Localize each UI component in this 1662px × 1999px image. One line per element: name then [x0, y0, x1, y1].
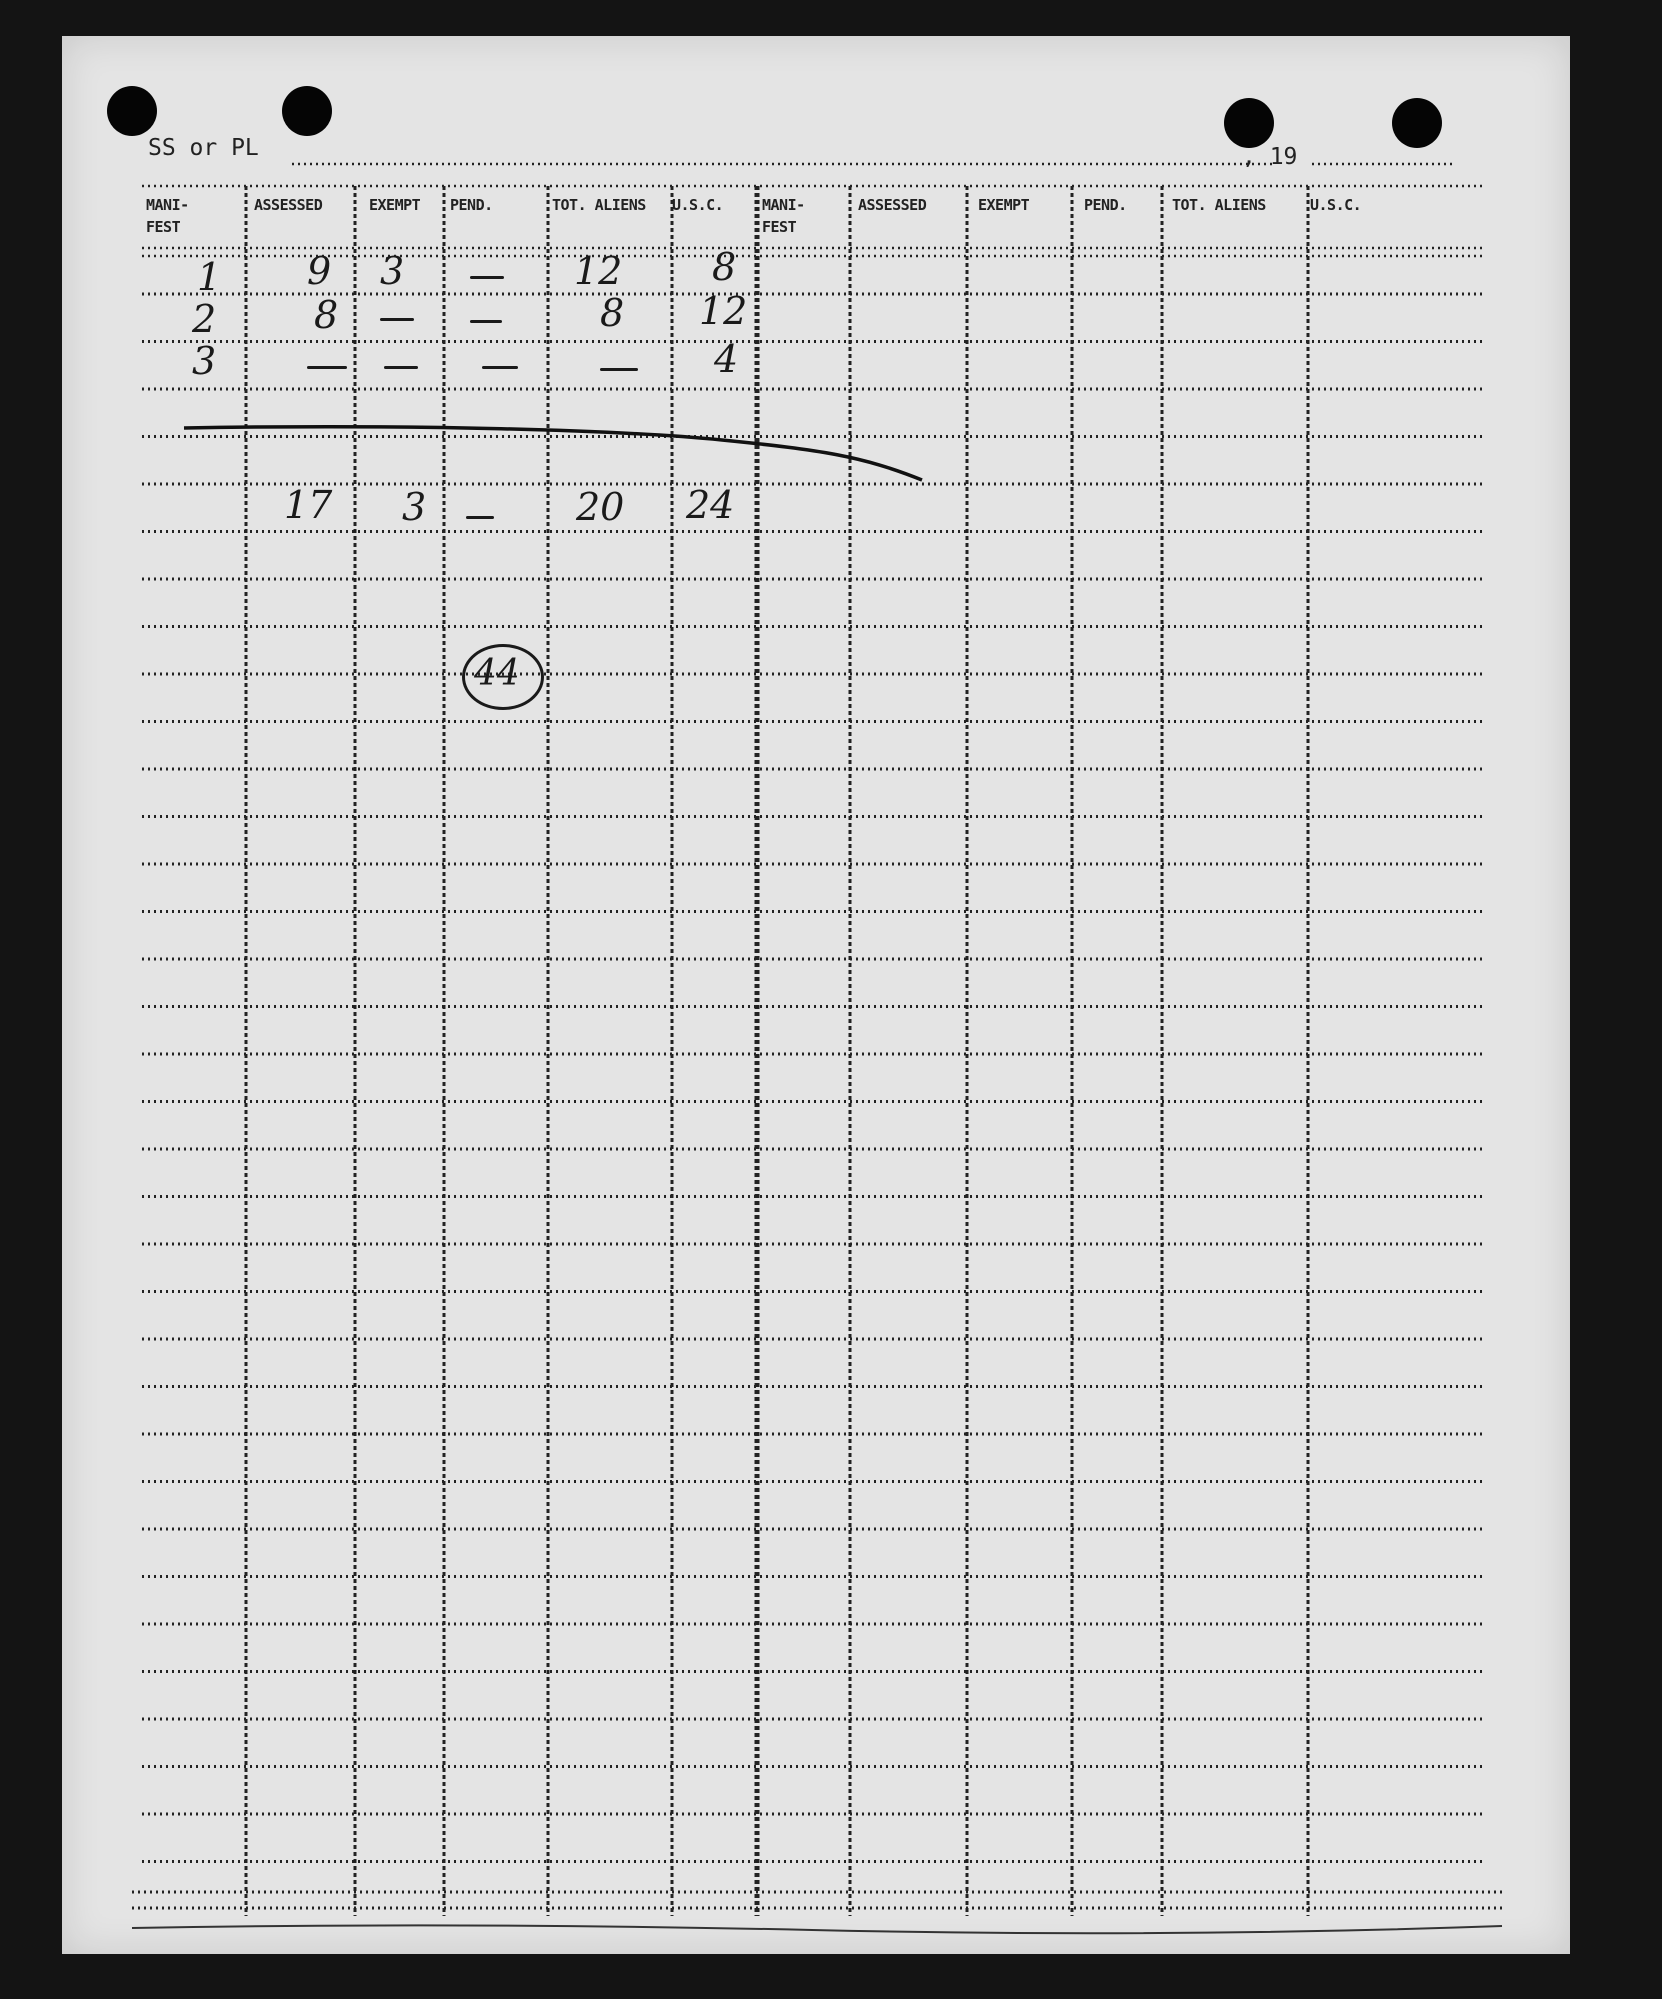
row1-assessed: 9 — [307, 249, 332, 293]
row2-manifest: 2 — [192, 297, 217, 341]
header-exempt-2: EXEMPT — [978, 196, 1030, 214]
row3-manifest: 3 — [192, 339, 217, 383]
header-assessed: ASSESSED — [254, 196, 323, 214]
year-label: , 19 — [1242, 144, 1298, 170]
row2-tot-aliens: 8 — [600, 291, 625, 335]
total-usc: 24 — [686, 483, 735, 527]
header-pend: PEND. — [450, 196, 493, 214]
total-tot-aliens: 20 — [576, 485, 625, 529]
header-manifest: MANI- FEST — [146, 196, 189, 236]
ruled-grid — [62, 36, 1570, 1954]
row3-usc: 4 — [714, 337, 739, 381]
header-manifest-2: MANI- FEST — [762, 196, 805, 236]
header-tot-aliens-2: TOT. ALIENS — [1172, 196, 1266, 214]
row3-tot-aliens-dash — [600, 368, 638, 371]
row1-usc: 8 — [712, 245, 737, 289]
grand-total: 44 — [474, 653, 520, 694]
row2-exempt-dash — [380, 318, 414, 321]
header-pend-2: PEND. — [1084, 196, 1127, 214]
header-exempt: EXEMPT — [369, 196, 421, 214]
header-usc-2: U.S.C. — [1310, 196, 1362, 214]
total-exempt: 3 — [402, 485, 427, 529]
form-page — [62, 36, 1570, 1954]
row2-usc: 12 — [699, 289, 748, 333]
total-assessed: 17 — [284, 483, 333, 527]
row3-exempt-dash — [384, 366, 418, 369]
row2-pend-dash — [470, 320, 502, 323]
header-assessed-2: ASSESSED — [858, 196, 927, 214]
header-tot-aliens: TOT. ALIENS — [552, 196, 646, 214]
total-pend-dash — [466, 516, 494, 519]
row3-pend-dash — [482, 366, 518, 369]
bottom-edge-line — [132, 1925, 1502, 1933]
vessel-label: SS or PL — [148, 135, 259, 161]
row1-exempt: 3 — [380, 249, 405, 293]
header-usc: U.S.C. — [672, 196, 724, 214]
row1-pend-dash — [470, 276, 504, 279]
row3-assessed-dash — [307, 366, 347, 369]
row2-assessed: 8 — [314, 293, 339, 337]
row1-manifest: 1 — [197, 255, 222, 299]
row1-tot-aliens: 12 — [574, 249, 623, 293]
